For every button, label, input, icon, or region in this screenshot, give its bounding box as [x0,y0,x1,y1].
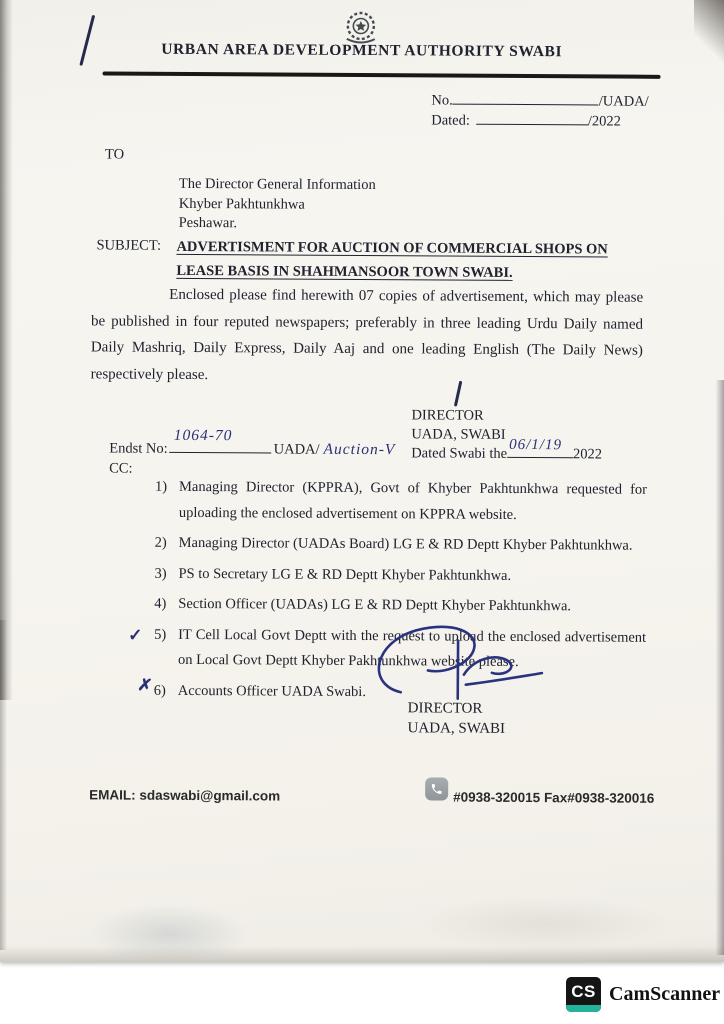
ref-dated-line [431,110,648,131]
handwritten-date: 06/1/19 [509,436,563,454]
handwritten-checkmark: ✓ [128,625,143,645]
ref-no-blank [453,91,599,106]
scan-edge-shadow-right [714,380,724,955]
header-rule [103,71,661,78]
ref-dated-suffix: /2022 [587,113,621,130]
cc-item-2 [155,531,647,560]
camscanner-brand-text: CamScanner [609,983,721,1005]
handwritten-x-mark: ✗ [136,674,154,696]
cc-item-number: 4) [154,595,167,612]
ref-no-label: No. [431,92,453,109]
cc-item-number: 1) [154,478,168,495]
dated-swabi-line [411,436,603,464]
subject-label: SUBJECT: [96,237,162,254]
recipient-address [179,175,376,235]
reference-block [431,90,649,131]
ref-dated-blank [476,111,588,126]
scan-edge-shadow-topright [694,0,724,70]
camscanner-icon [566,977,601,1012]
footer-phone: #0938-320015 Fax#0938-320016 [453,789,655,806]
ref-no-line [431,90,648,111]
phone-icon [425,777,448,800]
endst-blank [170,426,272,454]
cc-item-number: 3) [154,565,167,582]
dated-year: 2022 [573,446,603,463]
scan-smudge [414,895,674,952]
signer1-title: DIRECTOR [411,407,484,424]
cc-item-text: Managing Director (UADAs Board) LG E & RD Deptt Khyber Pakhtunkhwa. [178,534,633,554]
recipient-line: The Director General Information [178,175,376,194]
paper-bottom-shadow [0,946,724,962]
signer1-org: UADA, SWABI [411,425,506,443]
cc-item-text: PS to Secretary LG E & RD Deptt Khyber Pakhtunkhwa. [178,565,512,584]
email-label: EMAIL: [89,787,136,803]
recipient-line: Khyber Pakhtunkhwa [178,195,305,213]
cc-item-text: Managing Director (KPPRA), Govt of Khyber Pakhtunkhwa requested for uploading the enclosed advertisement on KPPRA website. [178,478,648,523]
camscanner-watermark [566,977,720,1012]
signer2-title: DIRECTOR [407,700,483,717]
ref-no-suffix: /UADA/ [598,93,649,110]
cc-item-number: 5) [154,626,167,643]
scan-edge-shadow-left-lower [0,620,8,950]
dated-blank [507,436,573,458]
to-label: TO [105,146,125,163]
cc-item-text: IT Cell Local Govt Deptt with the request to upload the enclosed advertisement on Local Govt Deptt Khyber Pakhtunkhwa website please. [177,626,647,670]
signature-block-bottom [407,699,505,739]
recipient-line: Peshawar. [178,214,238,232]
endst-label: Endst No: [109,440,168,457]
body-paragraph: Enclosed please find herewith 07 copies of advertisement, which may please be published in four reputed newspapers; preferably in three leading Urdu Daily named Daily Mashriq, Daily Express, Daily Aaj and one leading English (The Daily News) respectively please. [90,286,644,383]
signature-block-top [411,406,602,464]
ref-dated-label: Dated: [431,112,470,129]
scan-edge-shadow-left [0,0,16,700]
handwritten-endst-no: 1064-70 [173,426,233,445]
cc-item-number: 2) [154,534,167,551]
endst-mid: UADA/ [273,441,320,458]
email-address: sdaswabi@gmail.com [139,787,281,804]
cc-item-number: 6) [153,682,166,699]
cc-label: CC: [109,460,133,477]
subject-text [176,235,646,286]
signer2-org: UADA, SWABI [407,719,506,737]
cc-item-3 [154,561,646,590]
footer-email [89,787,280,803]
endorsement-line [109,426,396,459]
authority-title: URBAN AREA DEVELOPMENT AUTHORITY SWABI [161,40,563,61]
cc-item-text: Accounts Officer UADA Swabi. [177,682,367,700]
cc-item-1 [155,475,647,529]
handwritten-endst-suffix: Auction-V [323,440,396,459]
camscanner-icon-teal-bar [566,1005,601,1012]
dated-prefix: Dated Swabi the [411,445,508,462]
handwritten-signature [346,622,567,709]
subject-line2: LEASE BASIS IN SHAHMANSOOR TOWN SWABI. [176,262,513,281]
camscanner-initials: CS [571,982,596,1001]
cc-item-text: Section Officer (UADAs) LG E & RD Deptt Khyber Pakhtunkhwa. [178,595,572,615]
cc-item-4 [154,592,646,621]
subject-line1: ADVERTISMENT FOR AUCTION OF COMMERCIAL SHOPS ON [176,238,608,258]
